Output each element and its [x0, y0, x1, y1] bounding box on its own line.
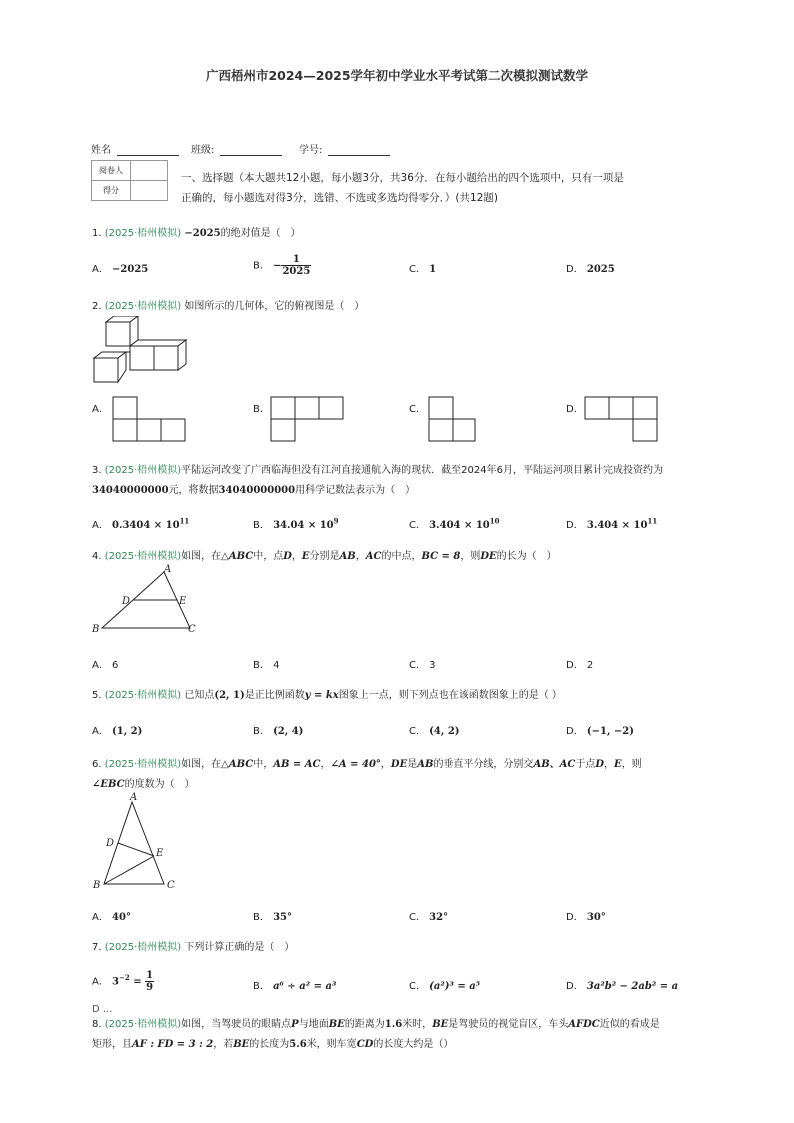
score-cell[interactable]: [131, 181, 168, 201]
q6-label-c: C: [167, 880, 175, 891]
q1-option-b[interactable]: B． − $\frac{1}{2025}$: [253, 254, 311, 277]
q4-option-a[interactable]: A． 6: [92, 660, 119, 671]
question-4: 4. (2025·梧州模拟)如图，在△ABC中，点D，E分别是AB，AC的中点，BC = 8，则DE的长为（ ）: [92, 551, 557, 562]
q4-option-b[interactable]: B． 4: [253, 660, 280, 671]
q3-option-a[interactable]: A． $0.3404 \times 10^{11}$: [92, 516, 190, 531]
page-title: 广西梧州市2024—2025学年初中学业水平考试第二次模拟测试数学: [205, 68, 589, 83]
q7-option-a[interactable]: A． $3^{-2}$ = $\frac{1}{9}$: [92, 970, 154, 993]
q1-option-a[interactable]: A． −2025: [92, 264, 149, 275]
q1-option-d[interactable]: D． 2025: [566, 264, 615, 275]
grader-label: 阅卷人: [92, 161, 131, 181]
q7-option-d[interactable]: D． 3a²b² − 2ab² = a: [566, 981, 679, 992]
source-tag: (2025·梧州模拟): [104, 228, 182, 239]
class-field[interactable]: 班级:: [191, 141, 282, 156]
q4-option-d[interactable]: D． 2: [566, 660, 594, 671]
q5-option-a[interactable]: A． (1, 2): [92, 726, 143, 737]
q5-option-c[interactable]: C． (4, 2): [409, 726, 460, 737]
grader-cell[interactable]: [131, 161, 168, 181]
question-6: 6. (2025·梧州模拟)如图，在△ABC中，AB = AC，∠A = 40°，DE是AB的垂直平分线，分别交AB、AC于点D，E，则 ∠EBC的度数为（ ）: [92, 759, 642, 790]
q4-label-a: A: [164, 564, 172, 575]
q2-option-b-figure[interactable]: [270, 396, 344, 444]
section-header: 一、选择题（本大题共12小题，每小题3分，共36分．在每小题给出的四个选项中，只有一项是 正确的，每小题选对得3分，选错、不选或多选均得零分．）(共12题): [181, 172, 624, 204]
score-table: [91, 160, 168, 201]
q2-option-c-figure[interactable]: [428, 396, 478, 444]
q4-label-e: E: [179, 596, 187, 607]
q4-triangle-figure: [92, 564, 202, 638]
q3-option-b[interactable]: B． $34.04 \times 10^9$: [253, 516, 339, 531]
q5-option-d[interactable]: D． (−1, −2): [566, 726, 634, 737]
q7-option-b[interactable]: B． a⁶ ÷ a² = a³: [253, 981, 337, 992]
q6-label-b: B: [93, 880, 101, 891]
q6-label-a: A: [130, 792, 138, 803]
id-field[interactable]: 学号:: [299, 141, 390, 156]
q6-label-d: D: [106, 838, 115, 849]
q5-option-b[interactable]: B． (2, 4): [253, 726, 304, 737]
question-3: 3. (2025·梧州模拟)平陆运河改变了广西临海但没有江河直接通航入海的现状．截至2024年6月，平陆运河项目累计完成投资约为 34040000000元，将数据34040000000用科学记数法表示为（ ）: [92, 465, 663, 496]
q2-option-c[interactable]: C．: [409, 404, 426, 415]
q3-option-c[interactable]: C． $3.404 \times 10^{10}$: [409, 516, 500, 531]
q4-label-d: D: [122, 596, 131, 607]
q4-label-c: C: [188, 624, 196, 635]
q6-option-a[interactable]: A． 40°: [92, 912, 131, 923]
question-2: 2. (2025·梧州模拟) 如图所示的几何体，它的俯视图是（ ）: [92, 301, 365, 312]
q2-option-a[interactable]: A．: [92, 404, 109, 415]
question-8: 8. (2025·梧州模拟)如图，当驾驶员的眼睛点P与地面BE的距离为1.6米时，BE是驾驶员的视觉盲区，车头AFDC近似的看成是 矩形，且AF : FD = 3 : 2，若BE的长度为5.6米，则车宽CD的长度大约是（）: [92, 1019, 660, 1050]
q6-option-d[interactable]: D． 30°: [566, 912, 606, 923]
score-label: 得分: [92, 181, 131, 201]
q7-option-c[interactable]: C． (a²)³ = a⁵: [409, 981, 481, 992]
q2-solid-figure: [92, 316, 192, 386]
q6-triangle-figure: [92, 790, 192, 894]
q1-option-c[interactable]: C． 1: [409, 264, 437, 275]
q4-label-b: B: [92, 624, 100, 635]
question-7: 7. (2025·梧州模拟) 下列计算正确的是（ ）: [92, 942, 295, 953]
question-1: 1. (2025·梧州模拟) −2025的绝对值是（ ）: [92, 228, 301, 239]
q6-label-e: E: [156, 848, 164, 859]
question-5: 5. (2025·梧州模拟) 已知点(2, 1)是正比例函数y = kx图象上一点，则下列点也在该函数图象上的是（ ）: [92, 690, 562, 701]
q4-option-c[interactable]: C． 3: [409, 660, 436, 671]
name-field[interactable]: 姓名: [91, 141, 179, 156]
q6-option-c[interactable]: C． 32°: [409, 912, 449, 923]
q2-option-a-figure[interactable]: [112, 396, 186, 444]
q7-trail: D ...: [92, 1004, 113, 1015]
q2-option-b[interactable]: B．: [253, 404, 270, 415]
q3-option-d[interactable]: D． $3.404 \times 10^{11}$: [566, 516, 658, 531]
q6-option-b[interactable]: B． 35°: [253, 912, 292, 923]
q2-option-d[interactable]: D．: [566, 404, 584, 415]
q2-option-d-figure[interactable]: [584, 396, 658, 444]
